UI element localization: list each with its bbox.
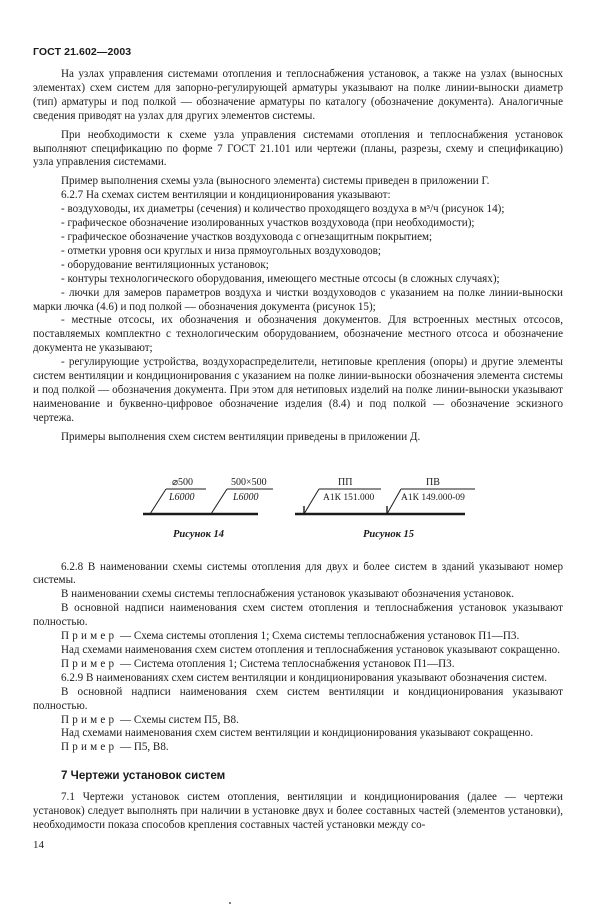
section-title: 7 Чертежи установок систем bbox=[61, 769, 226, 783]
paragraph: В основной надписи наименования схем систем вентиляции и кондиционирования указывают полностью. bbox=[33, 685, 563, 712]
scan-speck bbox=[229, 902, 231, 904]
document-header: ГОСТ 21.602—2003 bbox=[33, 46, 132, 58]
fig15-label1-top: ПП bbox=[338, 476, 353, 488]
clause-6-2-9: 6.2.9 В наименованиях схем систем вентиляции и кондиционирования указывают обозначения систем. bbox=[61, 671, 548, 684]
example-label: Пример bbox=[61, 657, 118, 670]
fig14-label1-bottom: L6000 bbox=[169, 491, 195, 503]
list-item: - отметки уровня оси круглых и низа прямоугольных воздуховодов; bbox=[61, 244, 381, 257]
paragraph: Над схемами наименования схем систем отопления и теплоснабжения установок указывают сокращенно. bbox=[61, 644, 560, 656]
figure-14 bbox=[143, 477, 273, 540]
paragraph: Примеры выполнения схем систем вентиляции приведены в приложении Д. bbox=[61, 430, 421, 443]
fig14-label1-top: ⌀500 bbox=[172, 476, 194, 488]
list-item: - оборудование вентиляционных установок; bbox=[61, 258, 269, 271]
fig15-label2-bottom: А1К 149.000-09 bbox=[401, 492, 465, 503]
clause-6-2-8: 6.2.8 В наименовании схемы системы отопления для двух и более систем в зданий указывают номер системы. bbox=[33, 560, 563, 587]
example-label: Пример bbox=[61, 630, 118, 643]
example-line bbox=[33, 630, 563, 644]
leader-line bbox=[387, 489, 401, 514]
paragraph: Пример выполнения схемы узла (выносного элемента) системы приведен в приложении Г. bbox=[61, 175, 490, 188]
paragraph: На узлах управления системами отопления и теплоснабжения установок, а также на узлах (выносных элементах) схем систем для запорно-регулирующей арматуры указывают на полке линии-выноски диаметр (тип) арматуры и под полкой — обозначение арматуры по каталогу (обозначение документа). Аналогичные сведения приводят на узлах для других элементов системы. bbox=[33, 68, 563, 122]
leader-line bbox=[304, 489, 319, 514]
paragraph: При необходимости к схеме узла управления системами отопления и теплоснабжения установок выполняют спецификацию по форме 7 ГОСТ 21.101 или чертежи (планы, разрезы, схему и спецификацию) узла управления системами. bbox=[33, 128, 563, 169]
figure-caption: Рисунок 14 bbox=[173, 528, 225, 540]
example-text: — Схема системы отопления 1; Схема системы теплоснабжения установок П1—П3. bbox=[117, 630, 520, 643]
example-text: — П5, В8. bbox=[117, 741, 169, 754]
clause-7-1: 7.1 Чертежи установок систем отопления, вентиляции и кондиционирования (далее — чертежи установок) следует выполнять при наличии в установке двух и более составных частей (элементов установки), необходимости показа способов крепления составных частей установки между со- bbox=[33, 791, 563, 831]
figure-caption: Рисунок 15 bbox=[363, 528, 415, 540]
paragraph: В наименовании схемы системы теплоснабжения установок указывают обозначения установок. bbox=[61, 588, 515, 601]
list-item: - контуры технологического оборудования, имеющего местные отсосы (в сложных случаях); bbox=[61, 272, 500, 285]
example-line bbox=[33, 714, 563, 728]
example-line bbox=[33, 741, 563, 755]
paragraph: В основной надписи наименования схем систем отопления и теплоснабжения установок указывают полностью. bbox=[33, 602, 563, 629]
example-label: Пример bbox=[61, 741, 118, 754]
figures-block bbox=[33, 447, 563, 561]
example-text: — Схемы систем П5, В8. bbox=[117, 713, 239, 726]
fig15-label1-bottom: А1К 151.000 bbox=[323, 492, 375, 503]
clause-6-2-7: 6.2.7 На схемах систем вентиляции и кондиционирования указывают: bbox=[61, 189, 391, 202]
list-item: - графическое обозначение изолированных участков воздуховода (при необходимости); bbox=[61, 217, 475, 230]
leader-line bbox=[211, 489, 227, 514]
page-number: 14 bbox=[33, 839, 44, 851]
list-item: - местные отсосы, их обозначения и обозначения документов. Для встроенных местных отсосов, поставляемых комплектно с технологическим оборудованием, обозначение местного отсоса и обозначение документа не указывают; bbox=[33, 314, 563, 355]
document-body bbox=[33, 68, 563, 833]
list-item: - воздуховоды, их диаметры (сечения) и количество проходящего воздуха в м³/ч (рисунок 14); bbox=[61, 203, 505, 216]
paragraph: Над схемами наименования схем систем вентиляции и кондиционирования указывают сокращенно. bbox=[61, 727, 534, 740]
example-line bbox=[33, 658, 563, 672]
fig15-label2-top: ПВ bbox=[426, 476, 440, 488]
fig14-label2-top: 500×500 bbox=[231, 476, 267, 488]
list-item: - регулирующие устройства, воздухораспределители, нетиповые крепления (опоры) и другие элементы систем вентиляции и кондиционирования с указанием на полке линии-выноски обозначения элемента системы и под полкой — обозначения документа. При этом для нетиповых изделий на полке линии-выноски указывают наименование и буквенно-цифровое обозначение изделия (8.4) и под полкой — обозначение эскизного чертежа. bbox=[33, 356, 563, 424]
fig14-label2-bottom: L6000 bbox=[233, 491, 259, 503]
figure-15 bbox=[295, 477, 475, 540]
example-text: — Система отопления 1; Система теплоснабжения установок П1—П3. bbox=[117, 657, 455, 670]
list-item: - лючки для замеров параметров воздуха и чистки воздуховодов с указанием на полке линии-выноски марки лючка (4.6) и под полкой — обозначения документа (рисунок 15); bbox=[33, 286, 563, 313]
figures-drawing bbox=[33, 447, 563, 561]
example-label: Пример bbox=[61, 713, 118, 726]
leader-line bbox=[150, 489, 166, 514]
list-item: - графическое обозначение участков воздуховода с огнезащитным покрытием; bbox=[61, 230, 433, 243]
